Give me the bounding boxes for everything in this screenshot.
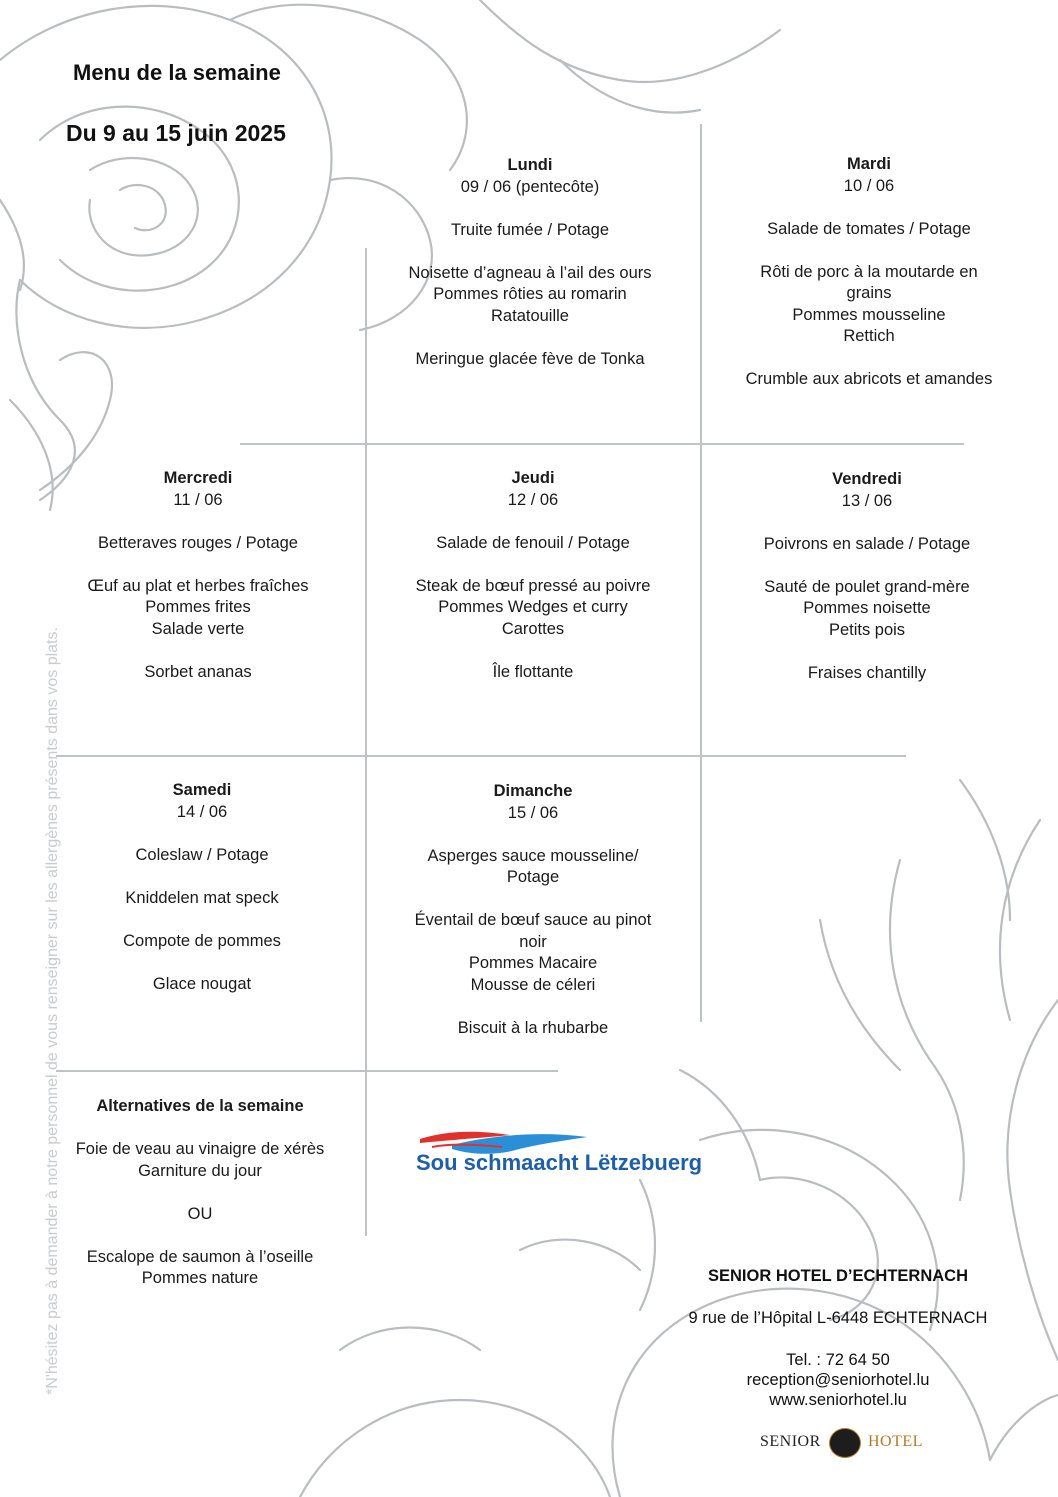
allergen-note: *N'hésitez pas à demander à notre personnel de vous renseigner sur les allergènes présents dans vos plats.	[44, 627, 61, 1395]
main-side: Rettich	[843, 327, 895, 345]
main-course: Sauté de poulet grand-mère	[764, 577, 970, 596]
hotel-email: reception@seniorhotel.lu	[746, 1371, 930, 1389]
dessert: Crumble aux abricots et amandes	[745, 370, 993, 388]
main-course: Œuf au plat et herbes fraîches	[87, 576, 309, 595]
grid-line	[365, 248, 367, 1236]
main-course: Éventail de bœuf sauce au pinot	[414, 911, 652, 929]
main-side: Carottes	[501, 619, 565, 638]
main-side: Ratatouille	[491, 306, 569, 325]
main-side: Pommes rôties au romarin	[433, 285, 627, 303]
day-thursday	[373, 468, 693, 683]
dessert: Glace nougat	[152, 974, 252, 993]
starter: Truite fumée / Potage	[450, 220, 610, 239]
day-date: 12 / 06	[507, 490, 559, 509]
hotel-phone: Tel. : 72 64 50	[786, 1351, 890, 1369]
brand-emblem-icon	[829, 1428, 861, 1458]
day-date: 14 / 06	[176, 802, 228, 821]
dessert: Île flottante	[492, 662, 574, 681]
day-name: Lundi	[507, 156, 553, 174]
main-course: noir	[519, 932, 547, 951]
hotel-address: 9 rue de l’Hôpital L-6448 ECHTERNACH	[688, 1309, 988, 1327]
dessert: Meringue glacée fève de Tonka	[415, 349, 645, 368]
dessert: Biscuit à la rhubarbe	[457, 1018, 609, 1037]
alternatives-title: Alternatives de la semaine	[96, 1097, 304, 1115]
main-course: Rôti de porc à la moutarde en	[760, 262, 978, 281]
starter: Coleslaw / Potage	[135, 845, 269, 864]
main-side: Pommes frites	[145, 598, 251, 616]
main-side: Petits pois	[828, 620, 906, 639]
day-name: Vendredi	[832, 470, 902, 488]
day-name: Jeudi	[511, 469, 555, 487]
alternative-option: Garniture du jour	[138, 1161, 262, 1180]
grid-line	[240, 443, 964, 445]
day-friday	[712, 469, 1022, 684]
side-dish: Compote de pommes	[123, 931, 281, 950]
main-side: Pommes Wedges et curry	[438, 598, 628, 616]
hotel-website: www.seniorhotel.lu	[769, 1391, 907, 1409]
main-side: Mousse de céleri	[470, 975, 596, 994]
dessert: Sorbet ananas	[144, 662, 252, 681]
day-wednesday	[48, 468, 348, 683]
day-date: 15 / 06	[507, 803, 559, 822]
alternative-option: Pommes nature	[141, 1269, 259, 1287]
day-name: Mardi	[846, 155, 891, 173]
grid-line	[700, 124, 702, 1022]
main-course: Noisette d’agneau à l’ail des ours	[408, 263, 652, 282]
grid-line	[56, 755, 906, 757]
day-name: Samedi	[172, 781, 232, 799]
day-date: 11 / 06	[173, 490, 223, 509]
alternatives-section	[50, 1096, 350, 1290]
starter: Asperges sauce mousseline/	[427, 846, 639, 865]
main-course: grains	[846, 284, 892, 302]
grid-line	[56, 1070, 558, 1072]
main-side: Pommes noisette	[803, 599, 931, 617]
day-date: 10 / 06	[843, 176, 895, 195]
day-monday	[370, 155, 690, 370]
day-tuesday	[710, 154, 1028, 391]
main-course: Kniddelen mat speck	[125, 888, 279, 907]
day-name: Dimanche	[493, 782, 573, 800]
main-side: Pommes mousseline	[792, 305, 946, 324]
starter: Potage	[506, 868, 560, 886]
starter: Salade de tomates / Potage	[767, 219, 971, 238]
day-saturday	[52, 780, 352, 995]
alternative-option: Escalope de saumon à l’oseille	[86, 1247, 314, 1266]
day-name: Mercredi	[163, 469, 233, 487]
day-sunday	[373, 781, 693, 1039]
day-date: 09 / 06 (pentecôte)	[460, 177, 600, 196]
main-side: Pommes Macaire	[468, 954, 598, 972]
main-side: Salade verte	[151, 619, 245, 638]
alternative-or: OU	[187, 1204, 213, 1223]
hotel-info	[678, 1266, 998, 1410]
week-dates: Du 9 au 15 juin 2025	[66, 120, 286, 146]
brand-senior: SENIOR	[760, 1433, 821, 1450]
starter: Betteraves rouges / Potage	[98, 533, 298, 552]
starter: Salade de fenouil / Potage	[436, 533, 630, 552]
day-date: 13 / 06	[841, 491, 893, 510]
alternative-option: Foie de veau au vinaigre de xérès	[75, 1140, 325, 1158]
dessert: Fraises chantilly	[807, 663, 927, 682]
logo-text: Sou schmaacht Lëtzebuerg	[416, 1150, 703, 1175]
brand-hotel: HOTEL	[868, 1433, 923, 1450]
main-course: Steak de bœuf pressé au poivre	[415, 576, 651, 595]
starter: Poivrons en salade / Potage	[763, 534, 971, 553]
page-title: Menu de la semaine	[73, 60, 281, 85]
hotel-name: SENIOR HOTEL D’ECHTERNACH	[707, 1267, 969, 1285]
